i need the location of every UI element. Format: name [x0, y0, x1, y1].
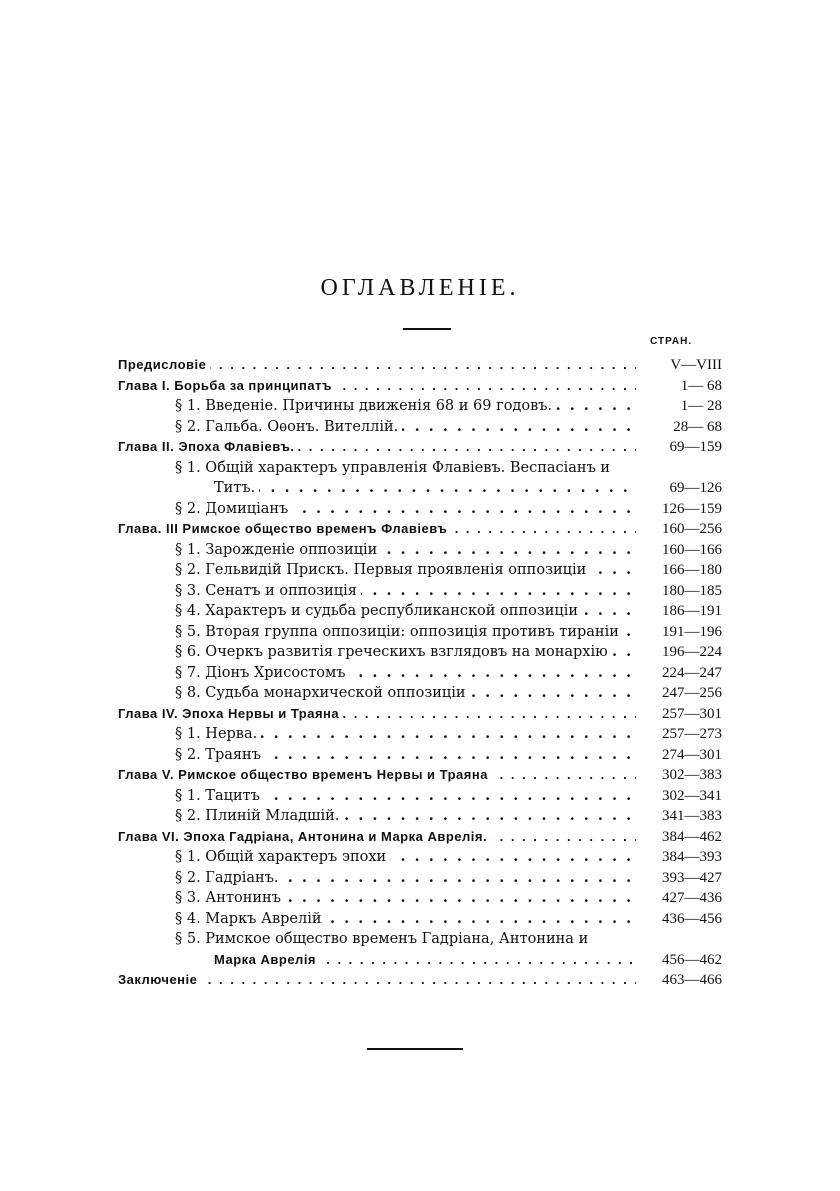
toc-entry-label: § 6. Очеркъ развитія греческихъ взглядовъ на монархію	[175, 644, 612, 660]
toc-entry-section[interactable]	[118, 601, 722, 622]
toc-entry-pages: 463—466	[662, 972, 722, 988]
toc-entry-pages: 436—456	[662, 910, 722, 927]
toc-entry-label: Заключеніе	[118, 972, 201, 987]
toc-entry-section[interactable]	[118, 458, 722, 479]
toc-entry-label: § 1. Нерва.	[175, 726, 261, 742]
toc-entry-section[interactable]	[118, 417, 722, 438]
toc-entry-label: § 2. Гальба. Оѳонъ. Вителлій.	[175, 419, 402, 435]
toc-entry-section[interactable]	[118, 929, 722, 950]
toc-entry-pages: 180—185	[662, 582, 722, 599]
toc-entry-label: § 3. Антонинъ	[175, 890, 285, 906]
title-rule	[403, 328, 451, 330]
toc-entry-pages: 196—224	[662, 644, 722, 660]
toc-entry-pages: 186—191	[662, 603, 722, 619]
toc-entry-label: § 2. Гельвидій Прискъ. Первыя проявленія оппозиціи	[175, 562, 590, 578]
toc-entry-pages: 257—301	[662, 705, 722, 722]
toc-entry-pages: 384—462	[662, 828, 722, 845]
toc-entry-pages: 247—256	[662, 685, 722, 701]
toc-entry-chapter-1[interactable]	[118, 376, 722, 397]
toc-entry-label: § 1. Введеніе. Причины движенія 68 и 69 годовъ.	[175, 398, 556, 414]
toc-entry-section[interactable]	[118, 581, 722, 602]
toc-entry-section[interactable]	[118, 622, 722, 643]
toc-entry-label: § 1. Зарожденіе оппозиціи	[175, 542, 381, 558]
toc-entry-pages: 393—427	[662, 869, 722, 886]
toc-entry-label: § 1. Общій характеръ управленія Флавіевъ. Веспасіанъ и	[175, 460, 614, 476]
toc-entry-chapter-5[interactable]	[118, 765, 722, 786]
toc-entry-pages: 191—196	[662, 623, 722, 640]
toc-entry-chapter-3[interactable]	[118, 519, 722, 540]
toc-entry-label: Глава II. Эпоха Флавіевъ.	[118, 439, 298, 454]
toc-entry-label: § 8. Судьба монархической оппозиціи	[175, 685, 470, 701]
toc-entry-pages: 126—159	[662, 500, 722, 517]
toc-entry-chapter-4[interactable]	[118, 704, 722, 725]
toc-entry-section-continued[interactable]	[118, 950, 722, 971]
toc-entry-pages: 302—341	[662, 787, 722, 804]
toc-entry-label: Глава IV. Эпоха Нервы и Траяна	[118, 706, 343, 721]
toc-entry-pages: 28— 68	[673, 418, 722, 435]
toc-entry-label: § 5. Вторая группа оппозиціи: оппозиція противъ тираніи	[175, 624, 623, 640]
toc-entry-section[interactable]	[118, 560, 722, 581]
toc-entry-label: § 1. Тацитъ	[175, 788, 264, 804]
toc-entry-conclusion[interactable]	[118, 970, 722, 991]
toc-entry-pages: 69—159	[669, 439, 722, 455]
toc-entry-label: Глава VI. Эпоха Гадріана, Антонина и Марка Аврелія.	[118, 829, 491, 844]
toc-entry-label: § 4. Характеръ и судьба республиканской оппозиціи	[175, 603, 582, 619]
toc-entry-label: § 2. Траянъ	[175, 747, 265, 763]
page-title: ОГЛАВЛЕНІЕ.	[320, 275, 520, 301]
toc-entry-pages: 384—393	[662, 849, 722, 865]
toc-entry-pages: 1— 28	[680, 398, 722, 414]
toc-entry-chapter-6[interactable]	[118, 827, 722, 848]
toc-entry-pages: 427—436	[662, 890, 722, 906]
toc-entry-label: § 5. Римское общество временъ Гадріана, Антонина и	[175, 931, 592, 947]
toc-entry-section[interactable]	[118, 909, 722, 930]
toc-entry-pages: V—VIII	[670, 357, 722, 373]
toc-entry-label: § 2. Домиціанъ	[175, 501, 292, 517]
toc-entry-section-continued[interactable]	[118, 478, 722, 499]
toc-entry-pages: 69—126	[669, 480, 722, 496]
toc-entry-section[interactable]	[118, 724, 722, 745]
toc-entry-label: Глава V. Римское общество временъ Нервы и Траяна	[118, 767, 492, 782]
toc-entry-section[interactable]	[118, 806, 722, 827]
toc-entry-label: § 2. Плиній Младшій.	[175, 808, 343, 824]
toc-entry-pages: 274—301	[662, 746, 722, 763]
toc-entry-preface[interactable]	[118, 355, 722, 376]
toc-entry-pages: 1— 68	[680, 377, 722, 394]
toc-entry-section[interactable]	[118, 888, 722, 909]
toc-entry-pages: 341—383	[662, 808, 722, 824]
toc-entry-label: Титъ.	[214, 480, 259, 496]
toc-entry-label: § 7. Діонъ Хрисостомъ	[175, 665, 349, 681]
toc-entry-pages: 456—462	[662, 951, 722, 968]
toc-entry-pages: 302—383	[662, 767, 722, 783]
toc-entry-section[interactable]	[118, 499, 722, 520]
toc-entry-label: Марка Аврелія	[214, 952, 320, 967]
toc-entry-chapter-2[interactable]	[118, 437, 722, 458]
toc-entry-pages: 257—273	[662, 726, 722, 742]
toc-entry-label: § 3. Сенатъ и оппозиція	[175, 583, 361, 599]
toc-entry-section[interactable]	[118, 745, 722, 766]
bottom-rule	[367, 1048, 463, 1050]
toc-entry-section[interactable]	[118, 786, 722, 807]
toc-entry-section[interactable]	[118, 540, 722, 561]
toc-entry-pages: 160—166	[662, 541, 722, 558]
toc-entry-label: Глава I. Борьба за принципатъ	[118, 378, 336, 393]
toc-entry-section[interactable]	[118, 663, 722, 684]
toc-entry-label: Предисловіе	[118, 357, 210, 372]
toc-entry-section[interactable]	[118, 642, 722, 663]
toc-entry-section[interactable]	[118, 683, 722, 704]
toc-entry-pages: 166—180	[662, 562, 722, 578]
toc-entry-label: § 1. Общій характеръ эпохи	[175, 849, 390, 865]
toc-entry-label: § 2. Гадріанъ.	[175, 870, 283, 886]
table-of-contents	[118, 355, 722, 991]
toc-entry-label: § 4. Маркъ Аврелій	[175, 911, 326, 927]
toc-entry-label: Глава. III Римское общество временъ Флавіевъ	[118, 521, 451, 536]
toc-entry-pages: 160—256	[662, 521, 722, 537]
toc-entry-section[interactable]	[118, 847, 722, 868]
toc-entry-section[interactable]	[118, 868, 722, 889]
toc-entry-section[interactable]	[118, 396, 722, 417]
page-column-header: СТРАН.	[650, 336, 693, 347]
toc-entry-pages: 224—247	[662, 664, 722, 681]
